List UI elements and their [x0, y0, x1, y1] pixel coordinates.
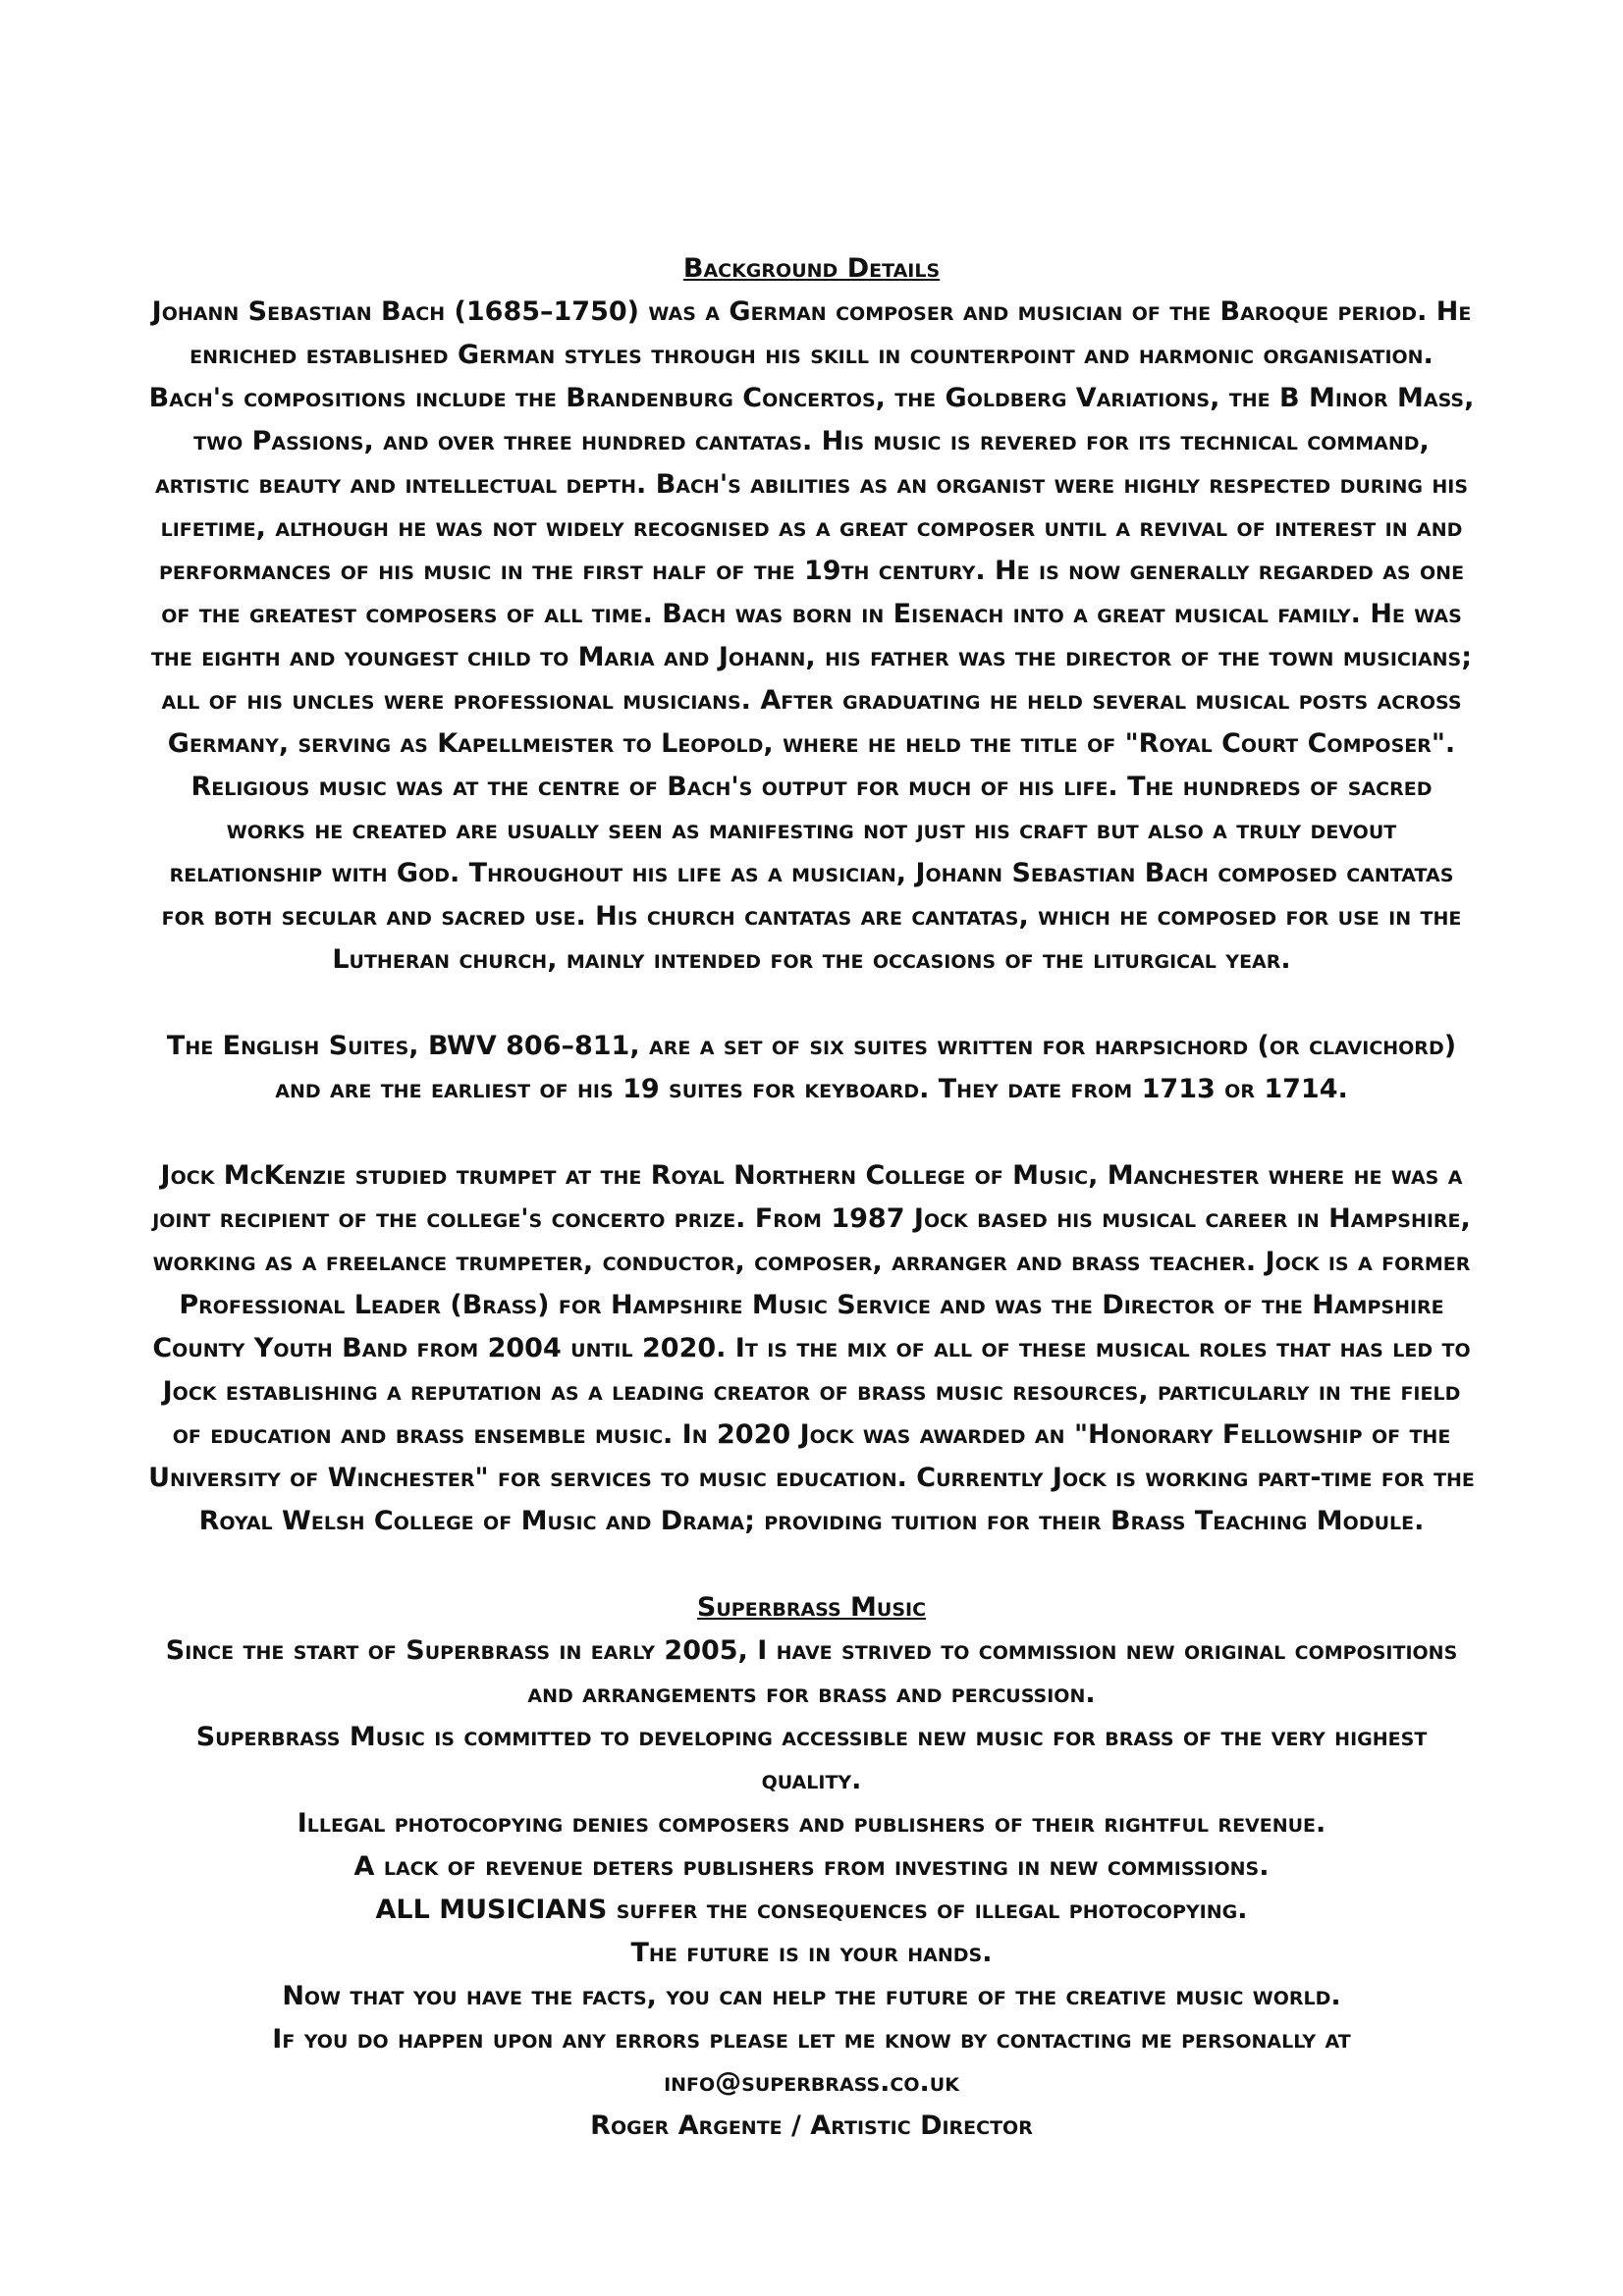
superbrass-line-photocopying: Illegal photocopying denies composers and publishers of their rightful revenue.	[297, 1808, 1326, 1839]
spacer	[147, 1111, 1476, 1154]
superbrass-line-facts: Now that you have the facts, you can help the future of the creative music world.	[282, 1981, 1341, 2011]
background-heading: Background Details	[682, 253, 941, 284]
all-musicians-emphasis: ALL MUSICIANS	[375, 1895, 608, 1925]
superbrass-line-commitment: Superbrass Music is committed to developing accessible new music for brass of the very highest quality.	[195, 1722, 1428, 1795]
superbrass-line-musicians	[147, 1889, 1476, 1932]
superbrass-line-start: Since the start of Superbrass in early 2005, I have strived to commission new original compositions and arrangements for brass and percussion.	[165, 1635, 1458, 1709]
signature: Roger Argente / Artistic Director	[590, 2110, 1033, 2141]
english-suites-paragraph: The English Suites, BWV 806–811, are a set of six suites written for harpsichord (or clavichord) and are the earliest of his 19 suites for keyboard. They date from 1713 or 1714.	[166, 1031, 1457, 1104]
document-page	[147, 247, 1476, 2148]
superbrass-heading: Superbrass Music	[696, 1592, 927, 1623]
superbrass-line-errors: If you do happen upon any errors please let me know by contacting me personally at	[272, 2024, 1351, 2055]
spacer	[147, 1543, 1476, 1586]
mckenzie-paragraph: Jock McKenzie studied trumpet at the Royal Northern College of Music, Manchester where he was a joint recipient of the college's concerto prize. From 1987 Jock based his musical career in Hampshire, working as a freelance trumpeter, conductor, composer, arranger and brass teacher. Jock is a former Professional Leader (Brass) for Hampshire Music Service and was the Director of the Hampshire County Youth Band from 2004 until 2020. It is the mix of all of these musical roles that has led to Jock establishing a reputation as a leading creator of brass music resources, particularly in the field of education and brass ensemble music. In 2020 Jock was awarded an "Honorary Fellowship of the University of Winchester" for services to music education. Currently Jock is working part-time for the Royal Welsh College of Music and Drama; providing tuition for their Brass Teaching Module.	[148, 1160, 1475, 1536]
bach-paragraph: Johann Sebastian Bach (1685–1750) was a German composer and musician of the Baroque period. He enriched established German styles through his skill in counterpoint and harmonic organisation. Bach's compositions include the Brandenburg Concertos, the Goldberg Variations, the B Minor Mass, two Passions, and over three hundred cantatas. His music is revered for its technical command, artistic beauty and intellectual depth. Bach's abilities as an organist were highly respected during his lifetime, although he was not widely recognised as a great composer until a revival of interest in and performances of his music in the first half of the 19th century. He is now generally regarded as one of the greatest composers of all time. Bach was born in Eisenach into a great musical family. He was the eighth and youngest child to Maria and Johann, his father was the director of the town musicians; all of his uncles were professional musicians. After graduating he held several musical posts across Germany, serving as Kapellmeister to Leopold, where he held the title of "Royal Court Composer". Religious music was at the centre of Bach's output for much of his life. The hundreds of sacred works he created are usually seen as manifesting not just his craft but also a truly devout relationship with God. Throughout his life as a musician, Johann Sebastian Bach composed cantatas for both secular and sacred use. His church cantatas are cantatas, which he composed for use in the Lutheran church, mainly intended for the occasions of the liturgical year.	[148, 296, 1475, 975]
spacer	[147, 982, 1476, 1025]
superbrass-line-revenue: A lack of revenue deters publishers from investing in new commissions.	[353, 1851, 1270, 1882]
superbrass-line-future: The future is in your hands.	[630, 1938, 993, 1968]
contact-email: info@superbrass.co.uk	[664, 2067, 959, 2098]
consequences-text: suffer the consequences of illegal photocopying.	[607, 1895, 1248, 1925]
